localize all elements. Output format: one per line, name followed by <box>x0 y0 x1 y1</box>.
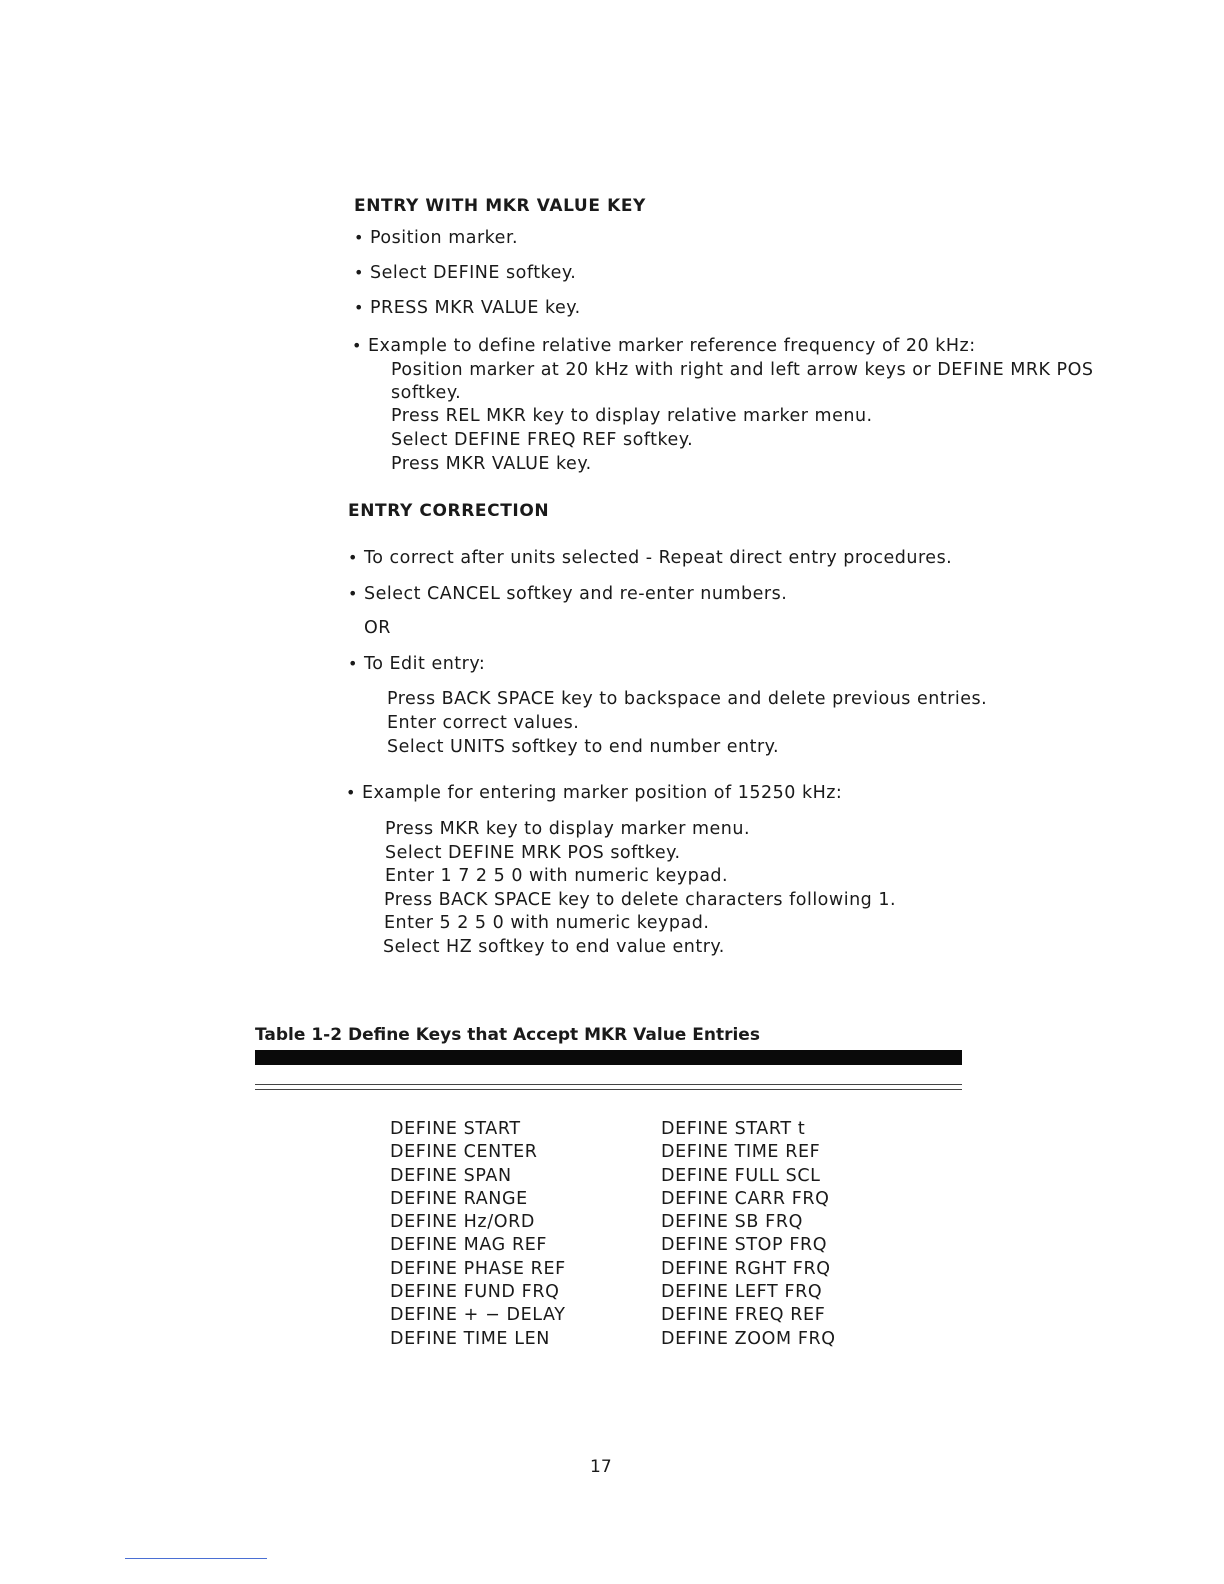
bullet-item: • Select DEFINE softkey. <box>354 263 576 283</box>
example-line: Position marker at 20 kHz with right and left arrow keys or DEFINE MRK POS <box>391 360 1094 380</box>
example-line: Press MKR VALUE key. <box>391 454 592 474</box>
bullet-item: • Example for entering marker position of 15250 kHz: <box>346 783 842 803</box>
example-line: Select HZ softkey to end value entry. <box>383 937 725 957</box>
example-line: Select DEFINE FREQ REF softkey. <box>391 430 694 450</box>
table-rule <box>255 1084 962 1085</box>
table-cell: DEFINE FULL SCL <box>661 1165 821 1186</box>
table-header-bar <box>255 1050 962 1065</box>
bullet-item: • To correct after units selected - Repeat direct entry procedures. <box>348 548 952 568</box>
table-left-column <box>390 1118 566 1351</box>
example-line: Select DEFINE MRK POS softkey. <box>385 843 681 863</box>
table-cell: DEFINE TIME REF <box>661 1142 821 1163</box>
bullet-item: • PRESS MKR VALUE key. <box>354 298 581 318</box>
example-line: softkey. <box>391 383 462 403</box>
table-cell: DEFINE SPAN <box>390 1165 512 1186</box>
table-cell: DEFINE CENTER <box>390 1142 538 1163</box>
table-cell: DEFINE FUND FRQ <box>390 1282 560 1303</box>
page-number: 17 <box>590 1457 612 1477</box>
table-cell: DEFINE RGHT FRQ <box>661 1258 831 1279</box>
table-rule <box>255 1089 962 1090</box>
example-line: Press MKR key to display marker menu. <box>385 819 751 839</box>
table-cell: DEFINE STOP FRQ <box>661 1235 828 1256</box>
example-line: Press BACK SPACE key to delete characters following 1. <box>384 890 897 910</box>
table-cell: DEFINE FREQ REF <box>661 1305 826 1326</box>
footer-line <box>125 1558 267 1559</box>
table-cell: DEFINE START t <box>661 1119 806 1139</box>
table-title: Table 1-2 Define Keys that Accept MKR Value Entries <box>255 1025 760 1045</box>
bullet-item: • Position marker. <box>354 228 518 248</box>
table-cell: DEFINE ZOOM FRQ <box>661 1328 836 1349</box>
section-heading-mkr-value: ENTRY WITH MKR VALUE KEY <box>354 196 646 216</box>
table-cell: DEFINE CARR FRQ <box>661 1188 830 1209</box>
edit-line: Press BACK SPACE key to backspace and delete previous entries. <box>387 689 988 709</box>
table-right-column <box>661 1118 836 1351</box>
bullet-item: • To Edit entry: <box>348 654 485 674</box>
bullet-item: • Select CANCEL softkey and re-enter numbers. <box>348 584 787 604</box>
table-cell: DEFINE RANGE <box>390 1188 528 1209</box>
example-line: Press REL MKR key to display relative marker menu. <box>391 406 873 426</box>
table-cell: DEFINE SB FRQ <box>661 1212 803 1233</box>
bullet-item: • Example to define relative marker reference frequency of 20 kHz: <box>352 336 976 356</box>
table-cell: DEFINE TIME LEN <box>390 1328 550 1349</box>
example-line: Enter 1 7 2 5 0 with numeric keypad. <box>385 866 729 886</box>
edit-line: Enter correct values. <box>387 713 580 733</box>
table-cell: DEFINE Hz/ORD <box>390 1212 535 1233</box>
or-label: OR <box>364 618 391 638</box>
section-heading-entry-correction: ENTRY CORRECTION <box>348 501 550 521</box>
table-cell: DEFINE LEFT FRQ <box>661 1282 823 1303</box>
table-cell: DEFINE + − DELAY <box>390 1305 566 1326</box>
table-cell: DEFINE PHASE REF <box>390 1258 566 1279</box>
table-cell: DEFINE MAG REF <box>390 1235 548 1256</box>
example-line: Enter 5 2 5 0 with numeric keypad. <box>384 913 710 933</box>
edit-line: Select UNITS softkey to end number entry. <box>387 737 780 757</box>
table-cell: DEFINE START <box>390 1119 521 1139</box>
